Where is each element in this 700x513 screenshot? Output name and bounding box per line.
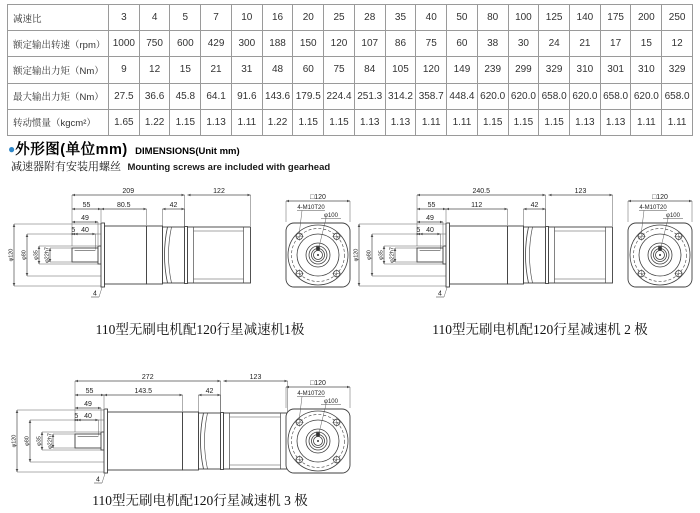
table-cell: 239 [477, 57, 508, 83]
table-cell: 7 [201, 5, 232, 31]
dim-label: φ80 [24, 436, 31, 446]
dim-label: 49 [84, 401, 92, 409]
dim-label: 49 [426, 215, 434, 223]
table-cell: 1.11 [631, 109, 662, 135]
table-cell: 40 [416, 5, 447, 31]
table-cell: 1.15 [508, 109, 539, 135]
table-cell: 91.6 [231, 83, 262, 109]
dim-label: 122 [213, 188, 225, 196]
section-title-en: DIMENSIONS(Unit mm) [135, 146, 240, 157]
dim-label: φ100 [324, 213, 338, 219]
table-cell: 31 [231, 57, 262, 83]
table-cell: 1.22 [262, 109, 293, 135]
table-row [8, 31, 693, 57]
table-cell: 120 [324, 31, 355, 57]
front-flange [101, 223, 105, 287]
table-cell: 175 [600, 5, 631, 31]
table-cell: 250 [662, 5, 693, 31]
table-cell: 1.11 [231, 109, 262, 135]
spec-table-body [8, 5, 693, 136]
table-cell: 45.8 [170, 83, 201, 109]
table-cell: 620.0 [631, 83, 662, 109]
table-cell: 1.15 [477, 109, 508, 135]
dim-label: □120 [652, 194, 668, 202]
row-label: 额定输出转速（rpm） [8, 31, 109, 57]
dim-label: 143.5 [134, 388, 153, 396]
motor-body [224, 413, 288, 469]
table-cell: 1.11 [447, 109, 478, 135]
table-cell: 75 [416, 31, 447, 57]
table-cell: 658.0 [600, 83, 631, 109]
table-cell: 100 [508, 5, 539, 31]
table-cell: 299 [508, 57, 539, 83]
row-label: 减速比 [8, 5, 109, 31]
table-row [8, 109, 693, 135]
table-cell: 620.0 [508, 83, 539, 109]
table-cell: 1.13 [385, 109, 416, 135]
dimension-drawing-3-stage [0, 375, 380, 497]
dim-label: □120 [310, 380, 326, 388]
dim-label: φ35 [36, 436, 43, 446]
table-cell: 10 [231, 5, 262, 31]
keyway [658, 246, 662, 250]
dim-label: 4-M10T20 [297, 391, 325, 397]
dim-label: 55 [82, 202, 91, 210]
table-cell: 9 [109, 57, 140, 83]
table-cell: 1.22 [139, 109, 170, 135]
table-cell: 301 [600, 57, 631, 83]
gearbox-rear [147, 226, 163, 284]
row-label: 转动惯量（kgcm²） [8, 109, 109, 135]
dim-label: φ120 [11, 434, 18, 448]
table-cell: 16 [262, 5, 293, 31]
table-cell: 105 [385, 57, 416, 83]
row-label: 最大输出力矩（Nm） [8, 83, 109, 109]
table-cell: 1.13 [600, 109, 631, 135]
gearbox-rear [183, 412, 199, 470]
table-cell: 4 [139, 5, 170, 31]
table-cell: 24 [539, 31, 570, 57]
table-cell: 36.6 [139, 83, 170, 109]
table-cell: 1.15 [170, 109, 201, 135]
bullet-icon: ● [8, 142, 16, 156]
dim-label: 4 [438, 290, 442, 298]
dim-label: 4-M10T20 [639, 205, 667, 211]
motor-body [188, 227, 251, 283]
table-row [8, 57, 693, 83]
side-view [9, 188, 251, 297]
dim-label: 42 [205, 388, 214, 396]
table-cell: 125 [539, 5, 570, 31]
section-title-cn: 外形图(单位mm) [15, 142, 128, 158]
front-flange [446, 223, 450, 287]
dimension-drawing-2-stage [345, 183, 700, 318]
dim-label: 5 [416, 227, 421, 235]
table-cell: 64.1 [201, 83, 232, 109]
section-subtitle-cn: 减速器附有安装用螺丝 [11, 161, 121, 173]
table-cell: 1.15 [324, 109, 355, 135]
dim-label: φ35 [33, 250, 40, 260]
dim-label: 42 [169, 202, 178, 210]
dim-label: 112 [471, 202, 483, 210]
gearbox-rear [508, 226, 524, 284]
keyway [316, 432, 320, 436]
mount-plate [546, 227, 549, 284]
dim-label: 55 [85, 388, 94, 396]
dim-label: φ35 [378, 250, 385, 260]
table-cell: 12 [662, 31, 693, 57]
row-label: 额定输出力矩（Nm） [8, 57, 109, 83]
motor-body [549, 227, 613, 283]
gearbox-body [105, 226, 147, 284]
table-cell: 75 [324, 57, 355, 83]
front-view [628, 194, 692, 287]
table-cell: 17 [600, 31, 631, 57]
table-cell: 200 [631, 5, 662, 31]
table-cell: 15 [631, 31, 662, 57]
dim-label: 4-M10T20 [297, 205, 325, 211]
table-cell: 658.0 [539, 83, 570, 109]
dim-label: 5 [71, 227, 76, 235]
table-cell: 1.11 [416, 109, 447, 135]
table-cell: 1.11 [662, 109, 693, 135]
table-cell: 12 [139, 57, 170, 83]
gearbox-body [108, 412, 183, 470]
table-cell: 429 [201, 31, 232, 57]
dim-label: 40 [84, 413, 92, 421]
table-cell: 179.5 [293, 83, 324, 109]
dim-label: 4 [96, 476, 100, 484]
dim-label: 55 [427, 202, 436, 210]
table-cell: 620.0 [570, 83, 601, 109]
table-cell: 120 [416, 57, 447, 83]
table-cell: 35 [385, 5, 416, 31]
table-cell: 50 [447, 5, 478, 31]
table-cell: 38 [477, 31, 508, 57]
table-cell: 30 [508, 31, 539, 57]
shaft-collar [443, 246, 446, 264]
table-row [8, 5, 693, 31]
table-cell: 310 [631, 57, 662, 83]
table-cell: 150 [293, 31, 324, 57]
table-cell: 1.13 [354, 109, 385, 135]
table-cell: 251.3 [354, 83, 385, 109]
dim-label: φ120 [8, 248, 15, 262]
gearbox-body [450, 226, 508, 284]
table-cell: 448.4 [447, 83, 478, 109]
table-cell: 28 [354, 5, 385, 31]
section-subtitle [11, 157, 330, 175]
section-subtitle-en: Mounting screws are included with gearhead [127, 162, 331, 173]
table-cell: 84 [354, 57, 385, 83]
table-cell: 300 [231, 31, 262, 57]
dim-label: φ22h7 [47, 433, 54, 449]
table-cell: 107 [354, 31, 385, 57]
dim-label: 40 [81, 227, 89, 235]
side-view [354, 188, 613, 297]
dim-label: φ22h7 [44, 247, 51, 263]
table-cell: 5 [170, 5, 201, 31]
dim-label: 5 [74, 413, 79, 421]
dim-label: □120 [310, 194, 326, 202]
table-cell: 60 [293, 57, 324, 83]
front-view [286, 194, 350, 287]
table-cell: 140 [570, 5, 601, 31]
dim-label: φ120 [353, 248, 360, 262]
table-cell: 750 [139, 31, 170, 57]
spec-table [7, 4, 693, 136]
table-cell: 21 [570, 31, 601, 57]
table-cell: 86 [385, 31, 416, 57]
table-cell: 600 [170, 31, 201, 57]
table-cell: 329 [662, 57, 693, 83]
dim-label: 42 [530, 202, 539, 210]
dim-label: 4 [93, 290, 97, 298]
table-cell: 188 [262, 31, 293, 57]
dim-label: 240.5 [472, 188, 491, 196]
table-cell: 658.0 [662, 83, 693, 109]
table-cell: 25 [324, 5, 355, 31]
table-cell: 310 [570, 57, 601, 83]
dim-label: 209 [122, 188, 135, 196]
keyway [316, 246, 320, 250]
dim-label: φ80 [366, 250, 373, 260]
table-cell: 3 [109, 5, 140, 31]
table-cell: 20 [293, 5, 324, 31]
table-cell: 60 [447, 31, 478, 57]
dim-label: 80.5 [116, 202, 131, 210]
table-cell: 1.13 [201, 109, 232, 135]
table-cell: 143.6 [262, 83, 293, 109]
drawing-2-caption: 110型无刷电机配120行星减速机 2 极 [432, 322, 648, 337]
front-flange [104, 409, 108, 473]
table-cell: 27.5 [109, 83, 140, 109]
dim-label: φ100 [666, 213, 680, 219]
table-cell: 620.0 [477, 83, 508, 109]
table-cell: 21 [201, 57, 232, 83]
dimension-drawing-1-stage [0, 183, 360, 318]
side-view [12, 374, 288, 483]
table-cell: 1.13 [570, 109, 601, 135]
table-cell: 224.4 [324, 83, 355, 109]
dim-label: 272 [141, 374, 154, 382]
dim-label: φ100 [324, 399, 338, 405]
dim-label: φ80 [21, 250, 28, 260]
drawing-3-caption: 110型无刷电机配120行星减速机 3 极 [92, 493, 308, 508]
table-cell: 1.15 [539, 109, 570, 135]
table-cell: 314.2 [385, 83, 416, 109]
front-view [286, 380, 350, 473]
table-cell: 1000 [109, 31, 140, 57]
table-row [8, 83, 693, 109]
table-cell: 329 [539, 57, 570, 83]
table-cell: 358.7 [416, 83, 447, 109]
dim-label: φ22h7 [389, 247, 396, 263]
dim-label: 49 [81, 215, 89, 223]
table-cell: 15 [170, 57, 201, 83]
table-cell: 80 [477, 5, 508, 31]
table-cell: 48 [262, 57, 293, 83]
table-cell: 149 [447, 57, 478, 83]
dim-label: 123 [249, 374, 262, 382]
dim-label: 123 [574, 188, 587, 196]
table-cell: 1.65 [109, 109, 140, 135]
section-heading [8, 138, 240, 159]
table-cell: 1.15 [293, 109, 324, 135]
dim-label: 40 [426, 227, 434, 235]
drawing-1-caption: 110型无刷电机配120行星减速机1极 [95, 322, 305, 337]
